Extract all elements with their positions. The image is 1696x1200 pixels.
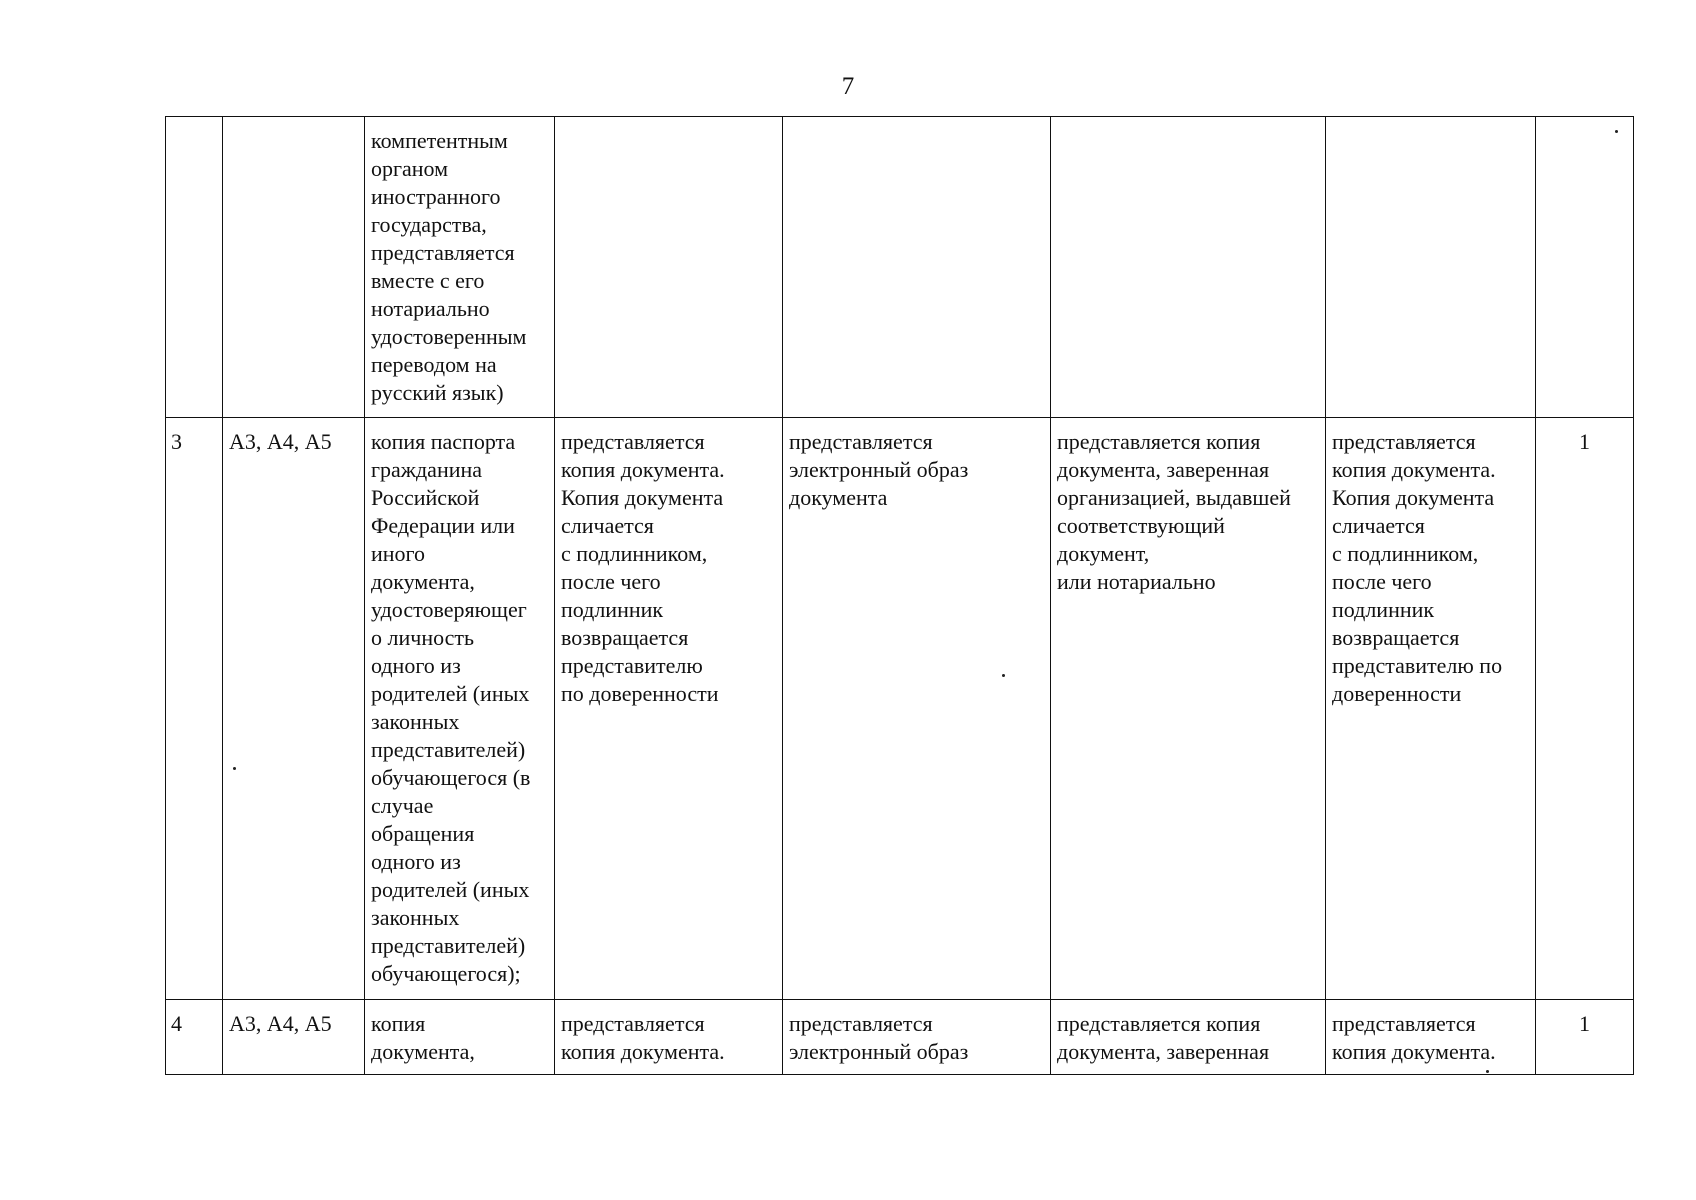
table-row <box>166 418 1634 1000</box>
document-name-cell: копия паспорта гражданина Российской Федерации или иного документа, удостоверяющег о личность одного из родителей (иных законных представителей) обучающегося (в случае обращения одного из родителей (иных законных представителей) обучающегося); <box>365 418 555 1000</box>
scan-speck <box>1615 130 1618 133</box>
submission-by-mail-cell: представляется копия документа, заверенная <box>1051 1000 1326 1075</box>
submission-mfc-cell: представляется копия документа. <box>1326 1000 1536 1075</box>
submission-electronic-cell <box>783 117 1051 418</box>
count-cell: 1 <box>1536 1000 1634 1075</box>
codes-cell: А3, А4, А5 <box>223 1000 365 1075</box>
table-row <box>166 1000 1634 1075</box>
submission-in-person-cell: представляется копия документа. <box>555 1000 783 1075</box>
submission-in-person-cell <box>555 117 783 418</box>
row-number-cell <box>166 117 223 418</box>
document-name-cell: компетентным органом иностранного государства, представляется вместе с его нотариально удостоверенным переводом на русский язык) <box>365 117 555 418</box>
scan-speck <box>1486 1070 1489 1073</box>
scan-speck <box>1002 674 1005 677</box>
submission-electronic-cell: представляется электронный образ <box>783 1000 1051 1075</box>
submission-mfc-cell: представляется копия документа. Копия документа сличается с подлинником, после чего подлинник возвращается представителю по доверенности <box>1326 418 1536 1000</box>
codes-cell: А3, А4, А5 <box>223 418 365 1000</box>
codes-cell <box>223 117 365 418</box>
table-row <box>166 117 1634 418</box>
submission-by-mail-cell <box>1051 117 1326 418</box>
submission-by-mail-cell: представляется копия документа, заверенная организацией, выдавшей соответствующий документ, или нотариально <box>1051 418 1326 1000</box>
document-name-cell: копия документа, <box>365 1000 555 1075</box>
row-number-cell: 4 <box>166 1000 223 1075</box>
count-cell: 1 <box>1536 418 1634 1000</box>
submission-electronic-cell: представляется электронный образ документа <box>783 418 1051 1000</box>
count-cell <box>1536 117 1634 418</box>
document-table <box>165 116 1634 1075</box>
submission-mfc-cell <box>1326 117 1536 418</box>
row-number-cell: 3 <box>166 418 223 1000</box>
scan-speck <box>233 767 236 770</box>
page-number: 7 <box>841 73 855 100</box>
submission-in-person-cell: представляется копия документа. Копия документа сличается с подлинником, после чего подлинник возвращается представителю по доверенности <box>555 418 783 1000</box>
